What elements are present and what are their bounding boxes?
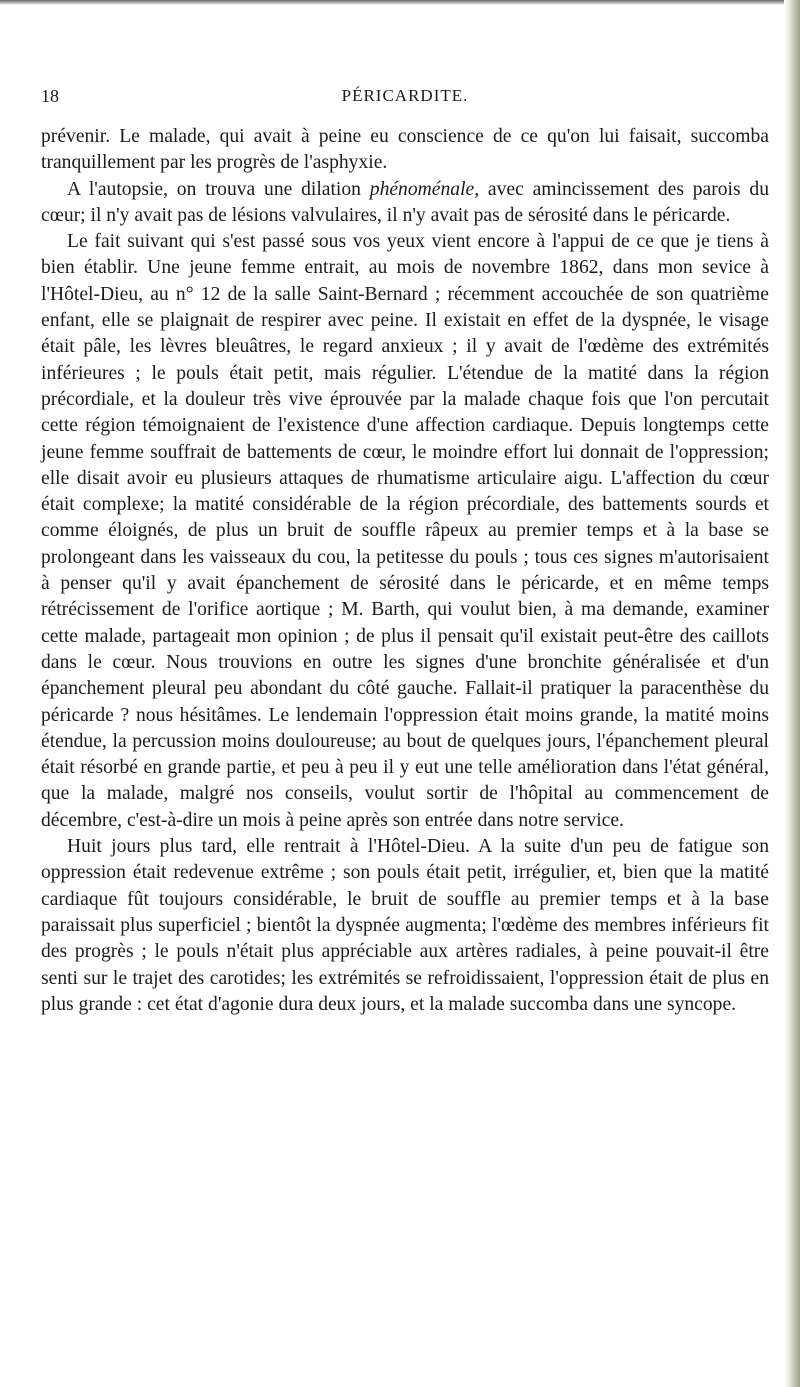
paragraph-text: A l'autopsie, on trouva une dilation bbox=[67, 178, 370, 200]
running-title: PÉRICARDITE. bbox=[341, 86, 469, 105]
paragraph-text: Le fait suivant qui s'est passé sous vos yeux vient encore à l'appui de ce que je tiens à bien établir. Une jeune femme entrait, au mois de novembre 1862, dans mon sevice à l'Hôtel-Dieu, au n° 12 de la salle Saint-Bernard ; récemment accouchée de son quatrième enfant, elle se plaignait de respirer avec peine. Il existait en effet de la dyspnée, le visage était pâle, les lèvres bleuâtres, le regard anxieux ; il y avait de l'œdème des extrémités inférieures ; le pouls était petit, mais régulier. L'étendue de la matité dans la région précordiale, et la douleur très vive éprouvée par la malade chaque fois que l'on percutait cette région témoignaient de l'existence d'une affection cardiaque. Depuis longtemps cette jeune femme souffrait de battements de cœur, le moindre effort lui donnait de l'oppression; elle disait avoir eu plusieurs attaques de rhumatisme articulaire aigu. L'affection du cœur était complexe; la matité considérable de la région précordiale, des battements sourds et comme éloignés, de plus un bruit de souffle râpeux au premier temps et à la base se prolongeant dans les vaisseaux du cou, la petitesse du pouls ; tous ces signes m'autorisaient à penser qu'il y avait épanchement de sérosité dans le péricarde, et en même temps rétrécissement de l'orifice aortique ; M. Barth, qui voulut bien, à ma demande, examiner cette malade, partageait mon opinion ; de plus il pensait qu'il existait peut-être des caillots dans le cœur. Nous trouvions en outre les signes d'une bronchite généralisée et d'un épanchement pleural peu abondant du côté gauche. Fallait-il pratiquer la paracenthèse du péricarde ? nous hésitâmes. Le lendemain l'oppression était moins grande, la matité moins étendue, la percussion moins douloureuse; au bout de quelques jours, l'épanchement pleural était résorbé en grande partie, et peu à peu il y eut une telle amélioration dans l'état général, que la malade, malgré nos conseils, voulut sortir de l'hôpital au commencement de décembre, c'est-à-dire un mois à peine après son entrée dans notre service. bbox=[41, 231, 769, 831]
paragraph-text: avec amincissement des parois du cœur; il n'y avait pas de lésions valvulaires, il n'y avait pas de sérosité dans le péricarde. bbox=[41, 178, 769, 226]
page-number: 18 bbox=[41, 86, 59, 106]
page-header bbox=[41, 86, 769, 110]
page-binding-edge bbox=[784, 0, 800, 1387]
paragraph-text: Huit jours plus tard, elle rentrait à l'Hôtel-Dieu. A la suite d'un peu de fatigue son oppression était redevenue extrême ; son pouls était petit, irrégulier, et, bien que la matité cardiaque fût toujours considérable, le bruit de souffle au premier temps et à la base paraissait plus superficiel ; bientôt la dyspnée augmenta; l'œdème des membres inférieurs fit des progrès ; le pouls n'était plus appréciable aux artères radiales, à peine pouvait-il être senti sur le trajet des carotides; les extrémités se refroidissaient, l'oppression était de plus en plus grande : cet état d'agonie dura deux jours, et la malade succomba dans une syncope. bbox=[41, 836, 769, 1015]
page-top-edge bbox=[0, 0, 800, 5]
paragraph bbox=[41, 229, 769, 834]
emphasis-text: phénoménale, bbox=[369, 178, 480, 200]
body-text bbox=[41, 124, 769, 1018]
paragraph-text: prévenir. Le malade, qui avait à peine eu conscience de ce qu'on lui faisait, succomba tranquillement par les progrès de l'asphyxie. bbox=[41, 126, 769, 174]
paragraph bbox=[41, 124, 769, 177]
paragraph bbox=[41, 177, 769, 230]
paragraph bbox=[41, 834, 769, 1018]
